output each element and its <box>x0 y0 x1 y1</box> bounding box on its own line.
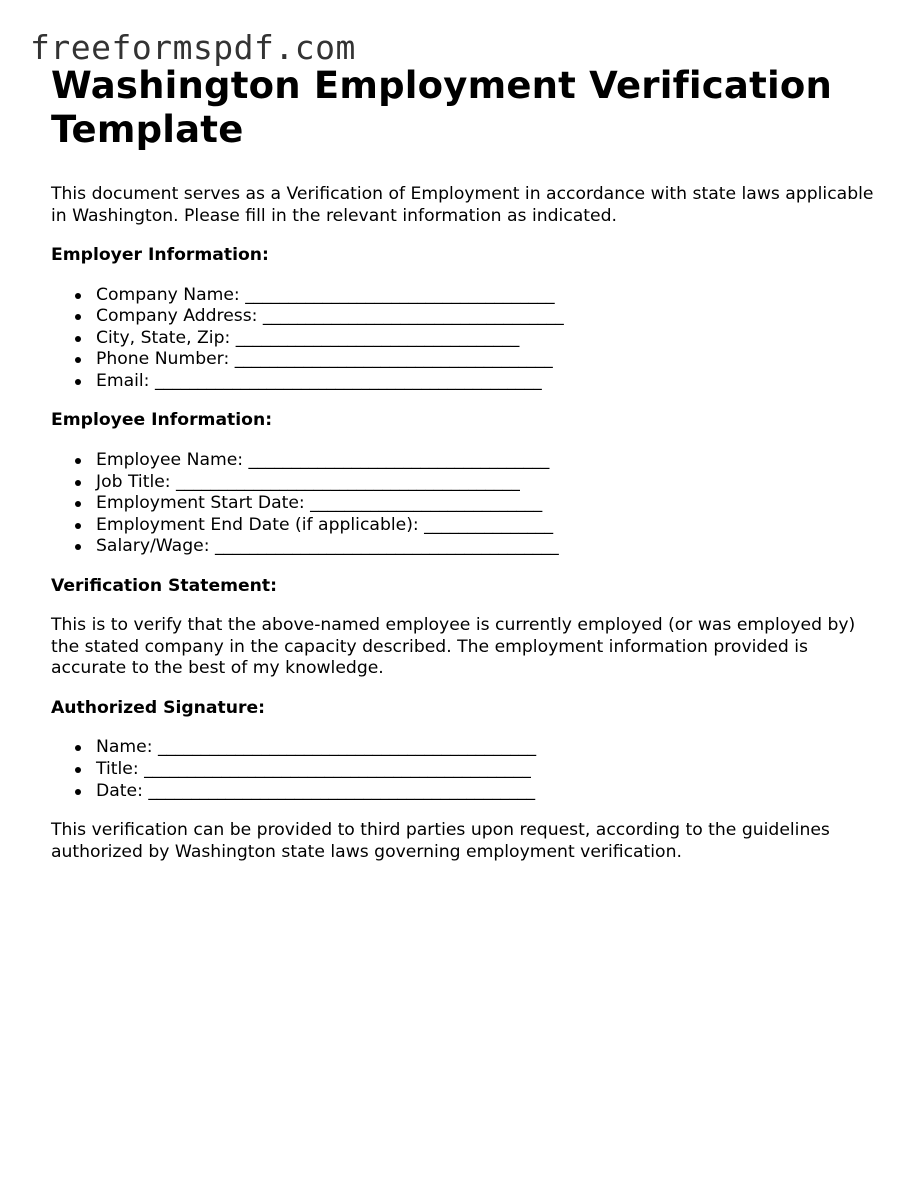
signer-title-field[interactable]: Title: _____________________________________________ <box>96 759 881 781</box>
city-state-zip-field[interactable]: City, State, Zip: _________________________________ <box>96 328 881 350</box>
company-name-field[interactable]: Company Name: ____________________________________ <box>96 285 881 307</box>
closing-paragraph: This verification can be provided to third parties upon request, according to the guidelines authorized by Washington state laws governing employment verification. <box>51 820 830 862</box>
phone-number-field[interactable]: Phone Number: _____________________________________ <box>96 349 881 371</box>
intro-paragraph: This document serves as a Verification of Employment in accordance with state laws applicable in Washington. Please fill in the relevant information as indicated. <box>51 184 874 226</box>
verification-statement-text: This is to verify that the above-named employee is currently employed (or was employed by) the stated company in the capacity described. The employment information provided is accurate to the best of my knowledge. <box>51 615 856 679</box>
employer-field-list <box>51 285 881 393</box>
email-field[interactable]: Email: _____________________________________________ <box>96 371 881 393</box>
employment-start-date-field[interactable]: Employment Start Date: ___________________________ <box>96 493 881 515</box>
watermark: freeformspdf.com <box>30 28 356 67</box>
signature-field-list <box>51 737 881 802</box>
employment-end-date-field[interactable]: Employment End Date (if applicable): _______________ <box>96 515 881 537</box>
employer-info-heading: Employer Information: <box>51 245 269 265</box>
verification-statement-heading: Verification Statement: <box>51 575 278 596</box>
document-page <box>51 64 881 863</box>
authorized-signature-heading: Authorized Signature: <box>51 697 265 718</box>
company-address-field[interactable]: Company Address: ___________________________________ <box>96 306 881 328</box>
employee-name-field[interactable]: Employee Name: ___________________________________ <box>96 450 881 472</box>
page-title: Washington Employment Verification Template <box>51 64 832 151</box>
signer-name-field[interactable]: Name: ____________________________________________ <box>96 737 881 759</box>
job-title-field[interactable]: Job Title: ________________________________________ <box>96 472 881 494</box>
salary-wage-field[interactable]: Salary/Wage: ________________________________________ <box>96 536 881 558</box>
employee-info-heading: Employee Information: <box>51 410 273 431</box>
employee-field-list <box>51 450 881 558</box>
signature-date-field[interactable]: Date: _____________________________________________ <box>96 781 881 803</box>
